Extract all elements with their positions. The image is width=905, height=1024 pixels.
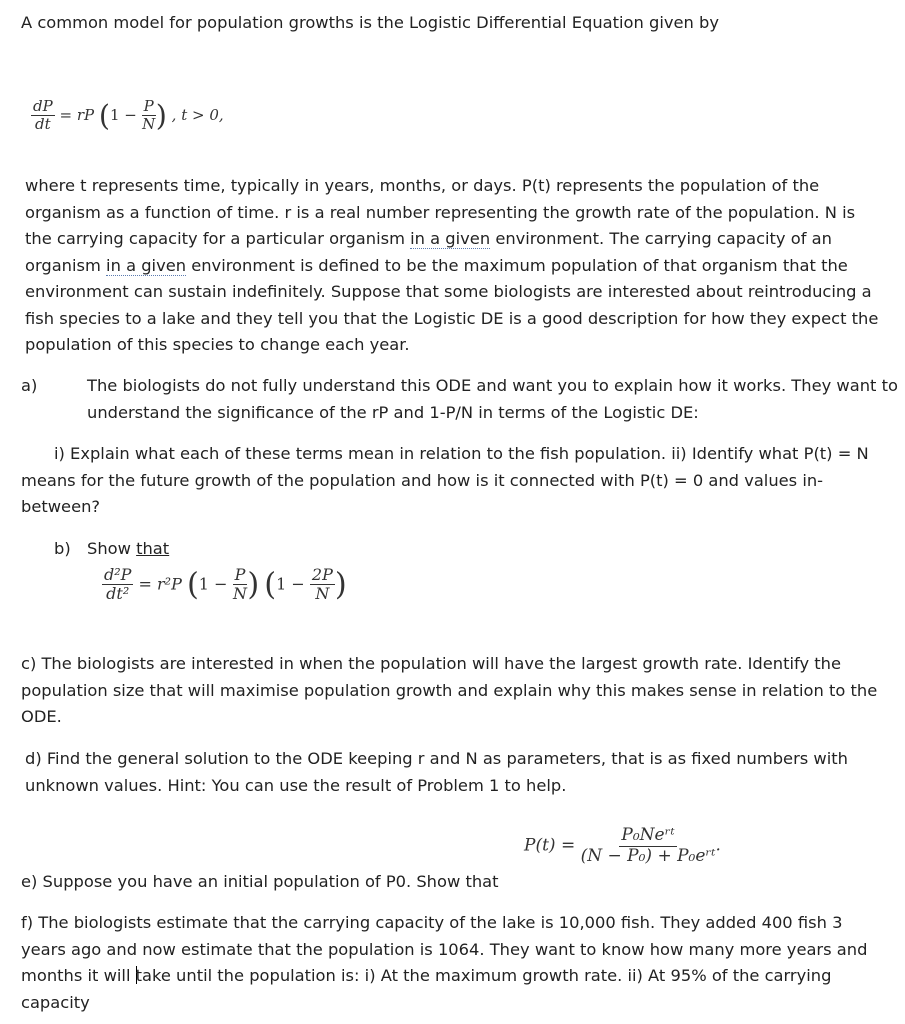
eq3-fraction: $\frac{\text{P₀Neʳᵗ}}{\text{(N − P₀) + P₀eʳᵗ}}$ (580, 825, 716, 866)
eq2-ratio-2: $\frac{2P}{N}$ (311, 565, 333, 604)
question-f: f) The biologists estimate that the carrying capacity of the lake is 10,000 fish. They added 400 fish 3 years ago and now estimate that the population is 1064. They want to know how many more years and months it will take until the population is: i) At the maximum growth rate. ii) At 95% of the carrying capacity (21, 913, 868, 1012)
question-c: c) The biologists are interested in when the population will have the largest growth rate. Identify the population size that will maximise population growth and explain why this makes sense in relation to the ODE. (21, 654, 878, 726)
question-e: e) Suppose you have an initial population of P0. Show that (21, 872, 499, 891)
general-solution-equation: P(t) = $\frac{\text{P₀Neʳᵗ}}{\text{(N − P₀) + P₀eʳᵗ}}$ . (524, 825, 721, 866)
logistic-equation: $\frac{dP}{dt}$ = rP (1 − $\frac{P}{N}$ ) , t > 0, (33, 97, 224, 134)
question-d: d) Find the general solution to the ODE keeping r and N as parameters, that is as fixed numbers with unknown values. Hint: You can use the result of Problem 1 to help. (25, 749, 848, 795)
grammar-dotted-1: in a given (410, 229, 491, 248)
question-a: a) The biologists do not fully understand this ODE and want you to explain how it works. They want to understand the significance of the rP and 1-P/N in terms of the Logistic DE: (21, 376, 898, 422)
eq1-ratio: $\frac{P}{N}$ (142, 97, 156, 134)
question-b: b) Show that (54, 539, 170, 558)
question-a-sub: i) Explain what each of these terms mean in relation to the fish population. ii) Identify what P(t) = N means for the future growth of the population and how is it connected with P(t) = 0 and values in-between? (21, 444, 869, 516)
intro-text: A common model for population growths is the Logistic Differential Equation given by (21, 13, 719, 32)
second-derivative-equation: $\frac{\text{d²P}}{\text{dt²}}$ = r²P (1 − $\frac{P}{N}$ ) (1 − $\frac{2P}{N}$ ) (104, 565, 347, 604)
eq2-ratio-1: $\frac{P}{N}$ (232, 565, 247, 604)
grammar-dotted-2: in a given (106, 255, 187, 275)
eq2-derivative: $\frac{\text{d²P}}{\text{dt²}}$ (104, 565, 132, 604)
description-paragraph: where t represents time, typically in years, months, or days. P(t) represents the population of the organism as a function of time. r is a real number representing the growth rate of the population. N is the carrying capacity for a particular organism in a given environment. The carrying capacity of an organism in a given environment is defined to be the maximum population of that organism that the environment can sustain indefinitely. Suppose that some biologists are interested about reintroducing a fish species to a lake and they tell you that the Logistic DE is a good description for how they expect the population of this species to change each year. (25, 176, 879, 354)
eq1-derivative: $\frac{dP}{dt}$ (33, 97, 53, 134)
